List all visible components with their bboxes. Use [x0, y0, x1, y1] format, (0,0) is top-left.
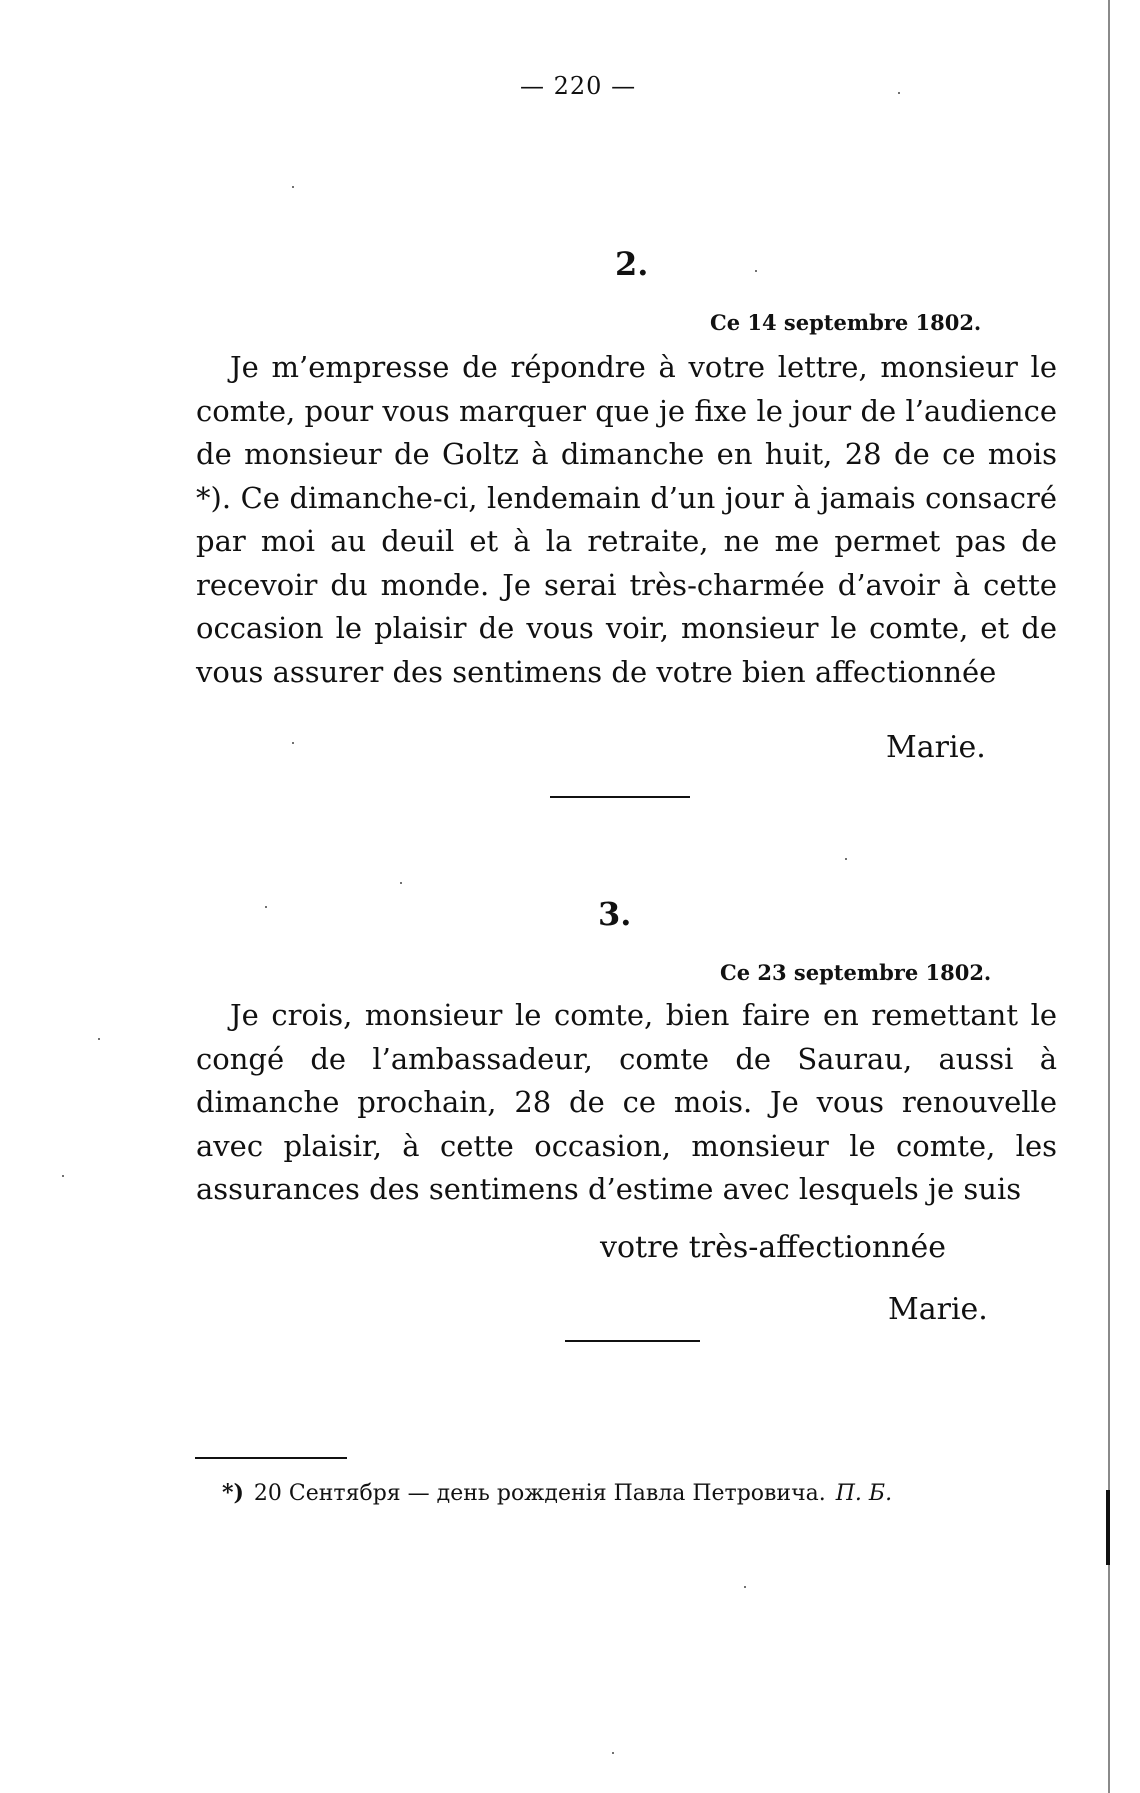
- footnote-text: 20 Сентября — день рожденія Павла Петровича.: [253, 1481, 826, 1506]
- letter-signature: Marie.: [886, 730, 986, 765]
- footnote-attribution: П. Б.: [835, 1481, 893, 1506]
- scan-speck: [292, 742, 294, 744]
- letter-signature: Marie.: [888, 1292, 988, 1327]
- letter-number: 3.: [598, 895, 632, 933]
- footnote: [222, 1480, 1042, 1506]
- page-number: — 220 —: [520, 72, 637, 100]
- letter-body: Je m’empresse de répondre à votre lettre, monsieur le comte, pour vous marquer que je fixe le jour de l’audience de monsieur de Goltz à dimanche en huit, 28 de ce mois *). Ce dimanche-ci, lendemain d’un jour à jamais consacré par moi au deuil et à la retraite, ne me permet pas de recevoir du monde. Je serai très-charmée d’avoir à cette occasion le plaisir de vous voir, monsieur le comte, et de vous assurer des sentimens de votre bien affectionnée: [196, 350, 1057, 689]
- scan-speck: [845, 858, 847, 860]
- scan-speck: [755, 270, 757, 272]
- scan-speck: [98, 1038, 100, 1040]
- letter-body: Je crois, monsieur le comte, bien faire en remettant le congé de l’ambassadeur, comte de Saurau, aussi à dimanche prochain, 28 de ce mois. Je vous renouvelle avec plaisir, à cette occasion, monsieur le comte, les assurances des sentimens d’estime avec lesquels je suis: [196, 998, 1057, 1206]
- letter-date: Ce 23 septembre 1802.: [720, 960, 992, 985]
- section-divider: [565, 1340, 700, 1342]
- footnote-rule: [195, 1457, 347, 1459]
- section-divider: [550, 796, 690, 798]
- page-edge-mark: [1106, 1490, 1110, 1565]
- letter-closing: votre très-affectionnée: [600, 1230, 946, 1265]
- letter-date: Ce 14 septembre 1802.: [710, 310, 982, 335]
- scan-speck: [898, 92, 900, 94]
- letter-number: 2.: [615, 245, 649, 283]
- scan-speck: [612, 1752, 614, 1754]
- scan-speck: [400, 882, 402, 884]
- scan-speck: [265, 906, 267, 908]
- scan-speck: [62, 1175, 64, 1177]
- scan-speck: [744, 1586, 746, 1588]
- scan-speck: [292, 186, 294, 188]
- footnote-marker: *): [222, 1480, 244, 1506]
